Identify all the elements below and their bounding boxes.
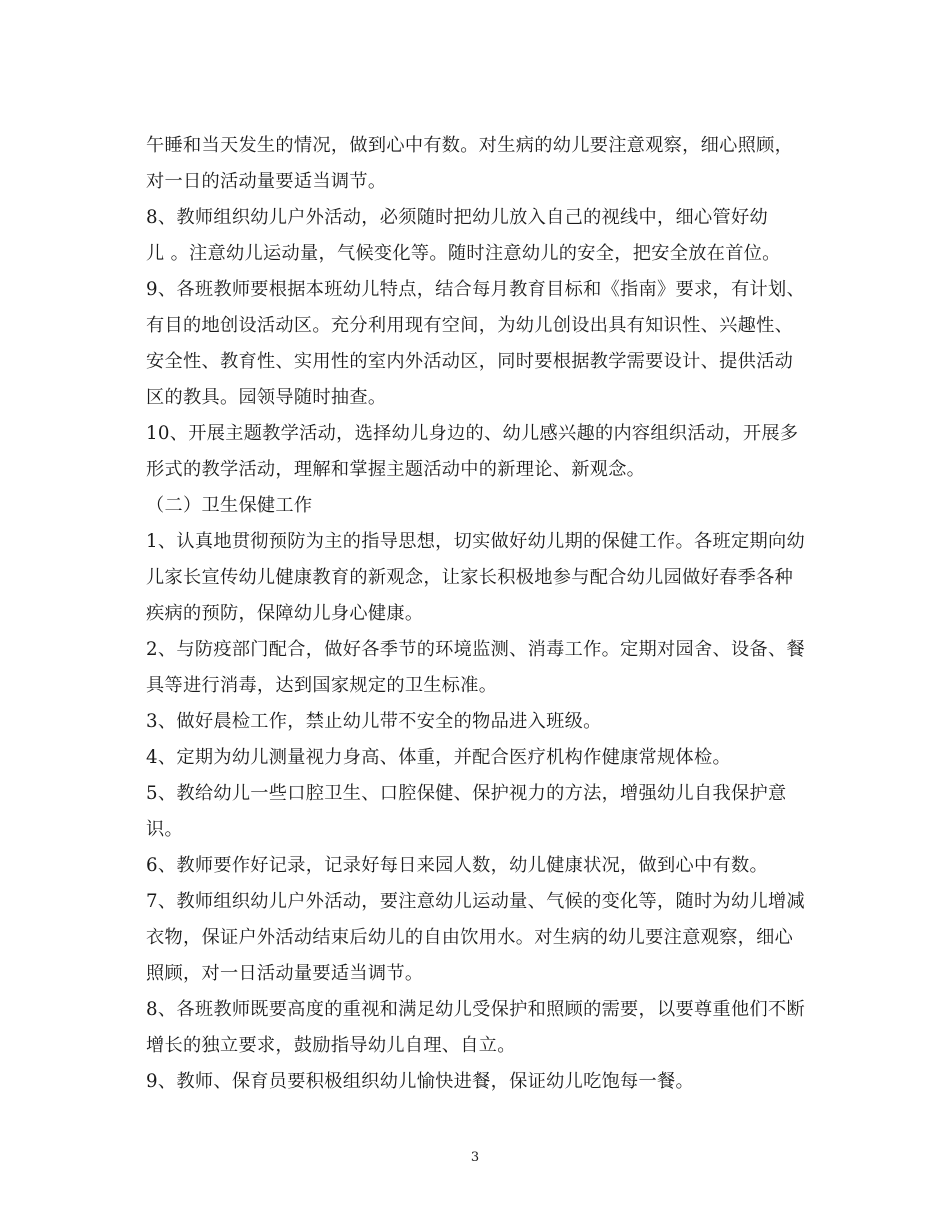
text-line: 午睡和当天发生的情况，做到心中有数。对生病的幼儿要注意观察，细心照顾， <box>146 135 794 156</box>
text-line: 7、教师组织幼儿户外活动，要注意幼儿运动量、气候的变化等，随时为幼儿增减 <box>146 891 805 912</box>
text-line: 区的教具。园领导随时抽查。 <box>146 387 387 408</box>
text-line: 具等进行消毒，达到国家规定的卫生标准。 <box>146 675 498 696</box>
section-heading: （二）卫生保健工作 <box>146 495 313 516</box>
text-line: 8、各班教师既要高度的重视和满足幼儿受保护和照顾的需要，以要尊重他们不断 <box>146 999 805 1020</box>
text-line: 2、与防疫部门配合，做好各季节的环境监测、消毒工作。定期对园舍、设备、餐 <box>146 639 805 660</box>
text-line: 形式的教学活动，理解和掌握主题活动中的新理论、新观念。 <box>146 459 646 480</box>
text-line: 衣物，保证户外活动结束后幼儿的自由饮用水。对生病的幼儿要注意观察，细心 <box>146 927 794 948</box>
text-line: 有目的地创设活动区。充分利用现有空间，为幼儿创设出具有知识性、兴趣性、 <box>146 315 794 336</box>
text-line: 9、教师、保育员要积极组织幼儿愉快进餐，保证幼儿吃饱每一餐。 <box>146 1071 695 1092</box>
page-number: 3 <box>470 1150 480 1165</box>
text-line: 3、做好晨检工作，禁止幼儿带不安全的物品进入班级。 <box>146 711 602 732</box>
text-line: 识。 <box>146 819 183 840</box>
text-line: 照顾，对一日活动量要适当调节。 <box>146 963 424 984</box>
text-line: 8、教师组织幼儿户外活动，必须随时把幼儿放入自己的视线中，细心管好幼 <box>146 207 768 228</box>
text-line: 4、定期为幼儿测量视力身高、体重，并配合医疗机构作健康常规体检。 <box>146 747 731 768</box>
text-line: 1、认真地贯彻预防为主的指导思想，切实做好幼儿期的保健工作。各班定期向幼 <box>146 531 805 552</box>
text-line: 安全性、教育性、实用性的室内外活动区，同时要根据教学需要设计、提供活动 <box>146 351 794 372</box>
text-line: 9、各班教师要根据本班幼儿特点，结合每月教育目标和《指南》要求，有计划、 <box>146 279 805 300</box>
text-line: 5、教给幼儿一些口腔卫生、口腔保健、保护视力的方法，增强幼儿自我保护意 <box>146 783 787 804</box>
text-line: 对一日的活动量要适当调节。 <box>146 171 387 192</box>
text-line: 10、开展主题教学活动，选择幼儿身边的、幼儿感兴趣的内容组织活动，开展多 <box>146 423 799 444</box>
text-line: 儿 。注意幼儿运动量，气候变化等。随时注意幼儿的安全，把安全放在首位。 <box>146 243 781 264</box>
text-line: 增长的独立要求，鼓励指导幼儿自理、自立。 <box>146 1035 516 1056</box>
text-line: 儿家长宣传幼儿健康教育的新观念，让家长积极地参与配合幼儿园做好春季各种 <box>146 567 794 588</box>
text-line: 疾病的预防，保障幼儿身心健康。 <box>146 603 424 624</box>
text-line: 6、教师要作好记录，记录好每日来园人数，幼儿健康状况，做到心中有数。 <box>146 855 768 876</box>
